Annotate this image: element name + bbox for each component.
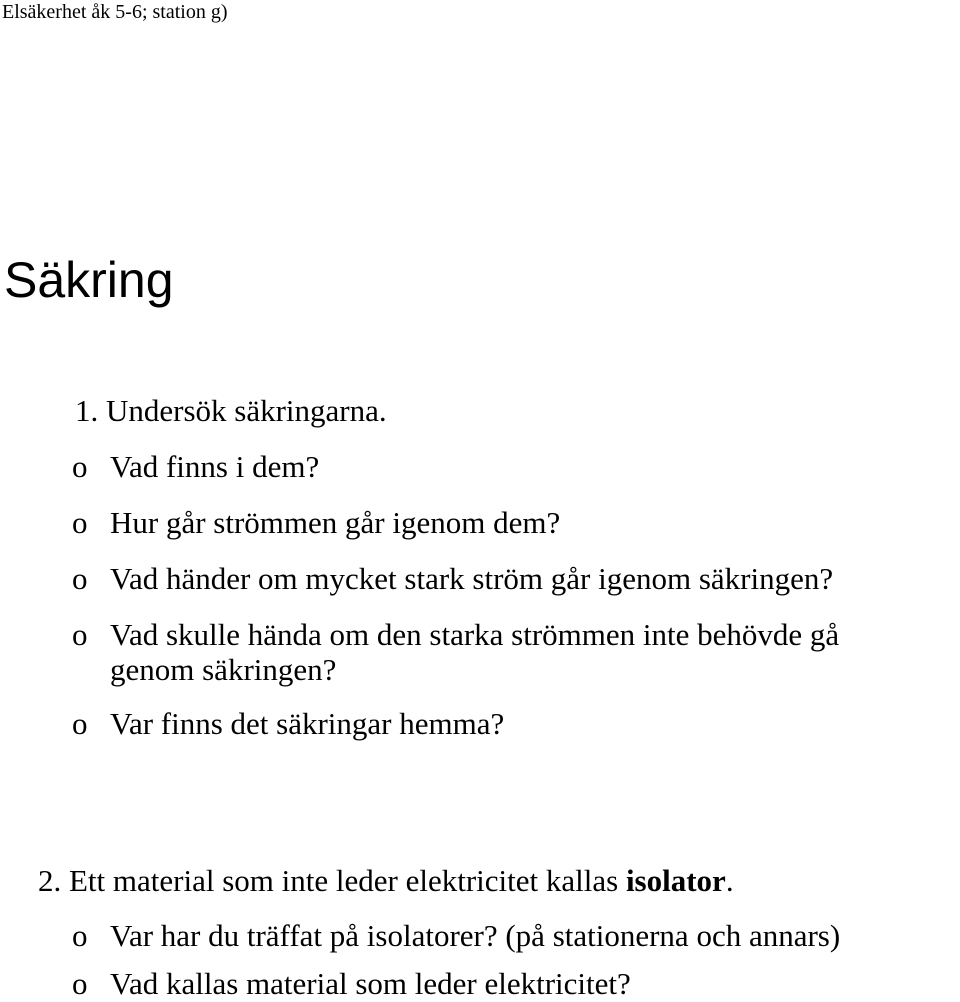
list-item: Var har du träffat på isolatorer? (på stationerna och annars) [110,918,841,953]
bullet-marker: o [72,505,88,540]
list-item: Vad händer om mycket stark ström går igenom säkringen? [110,561,834,596]
list-item: Vad finns i dem? [110,449,320,484]
section-2-heading-text: Ett material som inte leder elektricitet kallas [69,863,619,898]
list-item: Vad kallas material som leder elektricitet? [110,966,631,1001]
page-title: Säkring [4,252,174,308]
bullet-marker: o [72,918,88,953]
section-2-heading-end: . [725,863,734,898]
list-item: Var finns det säkringar hemma? [110,706,505,741]
list-item-continuation: genom säkringen? [110,652,337,687]
list-item: Hur går strömmen går igenom dem? [110,505,561,540]
bullet-marker: o [72,706,88,741]
section-1-heading [75,393,387,429]
list-item: Vad skulle hända om den starka strömmen inte behövde gå [110,617,840,652]
bullet-marker: o [72,561,88,596]
bullet-marker: o [72,966,88,1001]
section-1-number: 1. [75,393,99,428]
section-2-number: 2. [38,863,62,898]
section-1-heading-text: Undersök säkringarna. [106,393,387,428]
bullet-marker: o [72,449,88,484]
page-header: Elsäkerhet åk 5-6; station g) [2,1,228,23]
bullet-marker: o [72,617,88,652]
section-2-heading [38,863,734,899]
section-2-keyword: isolator [625,863,726,898]
